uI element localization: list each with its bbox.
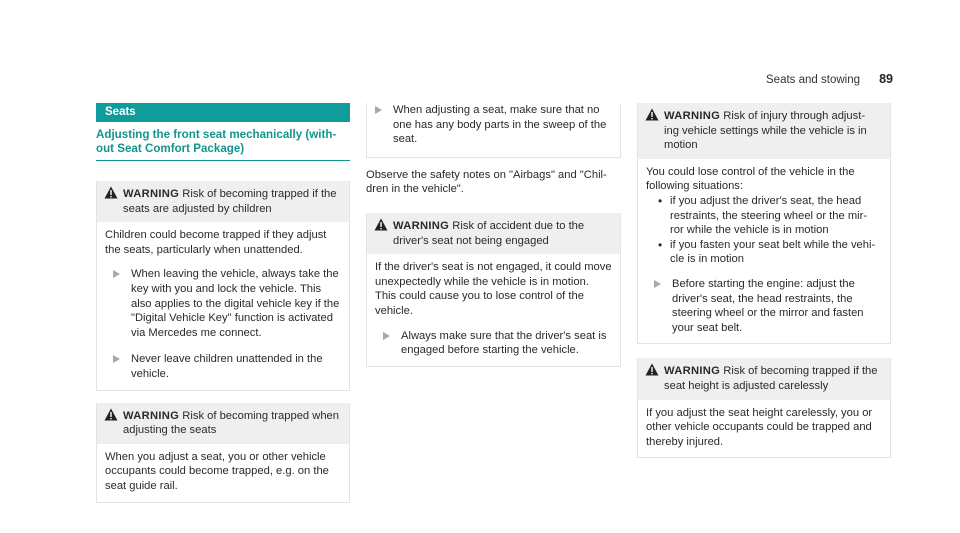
warning-text: Children could become trapped if they adjust the seats, particularly when unattended. — [105, 229, 327, 256]
step-text: Always make sure that the driver's seat is engaged before starting the vehicle. — [401, 329, 607, 357]
warning-heading: Risk of becoming trapped when adjusting the seats — [123, 409, 339, 437]
page-header — [0, 73, 960, 87]
warning-keyword: WARNING — [393, 219, 450, 232]
header-title: Seats and stowing — [766, 74, 860, 86]
action-step — [105, 352, 341, 381]
arrow-icon — [375, 106, 382, 114]
warning-heading: Risk of accident due to the driver's seat not being engaged — [393, 219, 585, 247]
warning-triangle-icon — [374, 218, 388, 231]
arrow-icon — [113, 270, 120, 278]
warning-header — [638, 103, 890, 159]
arrow-icon — [383, 332, 390, 340]
step-text: When adjusting a seat, make sure that no one has any body parts in the sweep of the seat. — [393, 104, 607, 146]
warning-box-seat-height — [637, 358, 891, 458]
warning-triangle-icon — [645, 108, 659, 121]
step-text: When leaving the vehicle, always take the key with you and lock the vehicle. This also applies to the digital vehicle key if the "Digital Vehicle Key" function is activated via Mercedes me connect. — [131, 268, 340, 339]
warning-keyword: WARNING — [123, 188, 180, 200]
warning-header — [97, 403, 349, 444]
step-text: Never leave children unattended in the vehicle. — [131, 353, 323, 380]
warning-text: You could lose control of the vehicle in the following situations: — [646, 165, 855, 193]
warning-header — [97, 181, 349, 222]
warning-triangle-icon — [645, 363, 659, 376]
subheading: Adjusting the front seat mechanically (with- out Seat Comfort Package) — [96, 128, 350, 161]
action-step — [646, 277, 882, 335]
page-number: 89 — [879, 72, 893, 86]
continued-action-box — [366, 103, 621, 158]
warning-box-seat-not-engaged — [366, 213, 621, 367]
warning-heading: Risk of becoming trapped if the seat height is adjusted carelessly — [664, 365, 878, 392]
action-step — [367, 103, 612, 147]
warning-body — [97, 222, 349, 389]
warning-heading: Risk of injury through adjust- ing vehicle settings while the vehicle is in motion — [664, 110, 867, 152]
column-3 — [637, 103, 891, 458]
warning-box-adjust-in-motion — [637, 103, 891, 344]
warning-keyword: WARNING — [664, 365, 721, 378]
warning-header — [367, 213, 620, 254]
warning-keyword: WARNING — [123, 409, 180, 422]
warning-text: If the driver's seat is not engaged, it could move unexpectedly while the vehicle is in motion. — [375, 261, 612, 288]
warning-triangle-icon — [104, 408, 118, 421]
bullet-item: • if you fasten your seat belt while the vehi- cle is in motion — [646, 238, 882, 267]
column-1 — [96, 103, 350, 503]
warning-body — [638, 159, 890, 344]
warning-text: This could cause you to lose control of the vehicle. — [375, 290, 584, 317]
arrow-icon — [654, 280, 661, 288]
bullet-item: • if you adjust the driver's seat, the head restraints, the steering wheel or the mir- ror while the vehicle is in motion — [646, 194, 882, 238]
warning-box-trapped-children — [96, 181, 350, 391]
column-2 — [366, 103, 621, 367]
warning-box-trapped-adjusting — [96, 403, 350, 503]
warning-text: If you adjust the seat height carelessly, you or other vehicle occupants could be trapped and thereby injured. — [646, 406, 873, 448]
warning-header — [638, 358, 890, 399]
warning-triangle-icon — [104, 186, 118, 199]
step-text: Before starting the engine: adjust the driver's seat, the head restraints, the steering wheel or the mirror and fasten your seat belt. — [672, 277, 864, 334]
warning-body — [97, 444, 349, 502]
action-step — [375, 329, 612, 358]
action-step — [105, 267, 341, 340]
warning-body — [638, 400, 890, 458]
warning-text: When you adjust a seat, you or other vehicle occupants could become trapped, e.g. on the seat guide rail. — [105, 450, 329, 492]
warning-body — [367, 254, 620, 366]
arrow-icon — [113, 355, 120, 363]
observe-note: Observe the safety notes on "Airbags" and "Chil- dren in the vehicle". — [366, 168, 607, 196]
warning-keyword: WARNING — [664, 110, 721, 122]
section-title-bar: Seats — [96, 103, 350, 122]
warning-heading: Risk of becoming trapped if the seats are adjusted by children — [123, 188, 337, 215]
